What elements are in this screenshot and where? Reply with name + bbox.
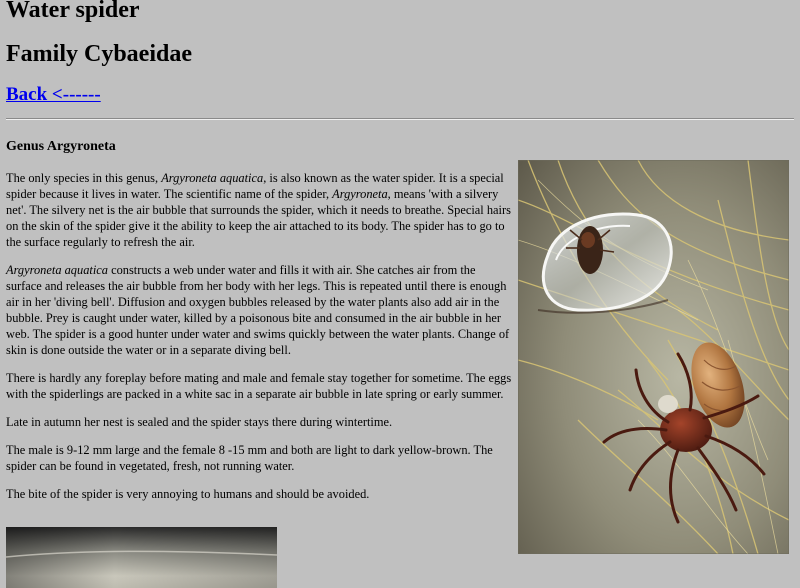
genus-name: Argyroneta: [332, 187, 388, 201]
paragraph-intro: [6, 170, 512, 250]
second-photo: [6, 527, 277, 588]
species-name: Argyroneta aquatica: [6, 263, 108, 277]
divider: [6, 118, 794, 120]
species-name: Argyroneta aquatica: [161, 171, 264, 185]
text-segment: constructs a web under water and fills it with air. She catches air from the surface and releases the air bubble from her body with her legs. This is repeated until there is enough air in her 'diving bell'. Diffusion and oxygen bubbles released by the water plants also add air in the bubble. Prey is caught under water, killed by a poisonous bite and consumed in the air bubble in her web. The spider is a good hunter under water and swims quickly between the water plants. Change of skin is done outside the water or in a separate diving bell.: [6, 263, 510, 357]
paragraph-web: [6, 262, 512, 358]
back-link[interactable]: Back <------: [6, 84, 101, 105]
paragraph-mating: There is hardly any foreplay before mating and male and female stay together for sometime. The eggs with the spiderlings are packed in a white sac in a separate air bubble in late spring or early summer.: [6, 371, 512, 401]
article-body: [6, 170, 512, 514]
paragraph-bite: The bite of the spider is very annoying to humans and should be avoided.: [6, 487, 370, 501]
page-title: Water spider: [6, 0, 140, 23]
water-spider-photo: [518, 160, 789, 554]
text-segment: , means 'with a silvery net'. The silvery net is the air bubble that surrounds the spider, which it needs to breathe. Special hairs on the skin of the spider give it the ability to keep the air attached to its body. The spider has to go to the surface regularly to refresh the air.: [6, 187, 511, 249]
text-segment: , is also known as the water spider. It is a special spider because it lives in water. The scientific name of the spider,: [6, 171, 504, 201]
genus-heading: Genus Argyroneta: [6, 139, 116, 154]
paragraph-size: The male is 9-12 mm large and the female 8 -15 mm and both are light to dark yellow-brown. The spider can be found in vegetated, fresh, not running water.: [6, 443, 493, 473]
paragraph-winter: Late in autumn her nest is sealed and the spider stays there during wintertime.: [6, 415, 393, 429]
family-heading: Family Cybaeidae: [6, 41, 192, 67]
text-segment: The only species in this genus,: [6, 171, 162, 185]
